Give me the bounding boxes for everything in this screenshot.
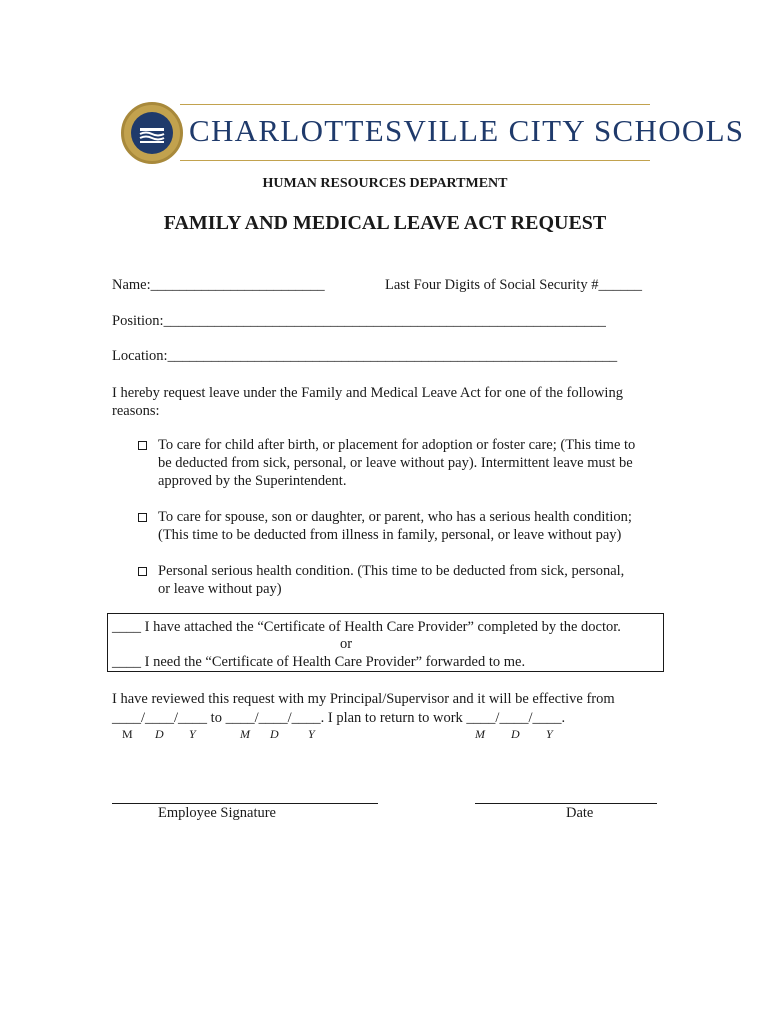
date-signature-line[interactable] [475, 803, 657, 804]
date-signature-label: Date [566, 805, 594, 821]
option-child-line-1: To care for child after birth, or placement for adoption or foster care; (This time to [158, 437, 636, 453]
certificate-forward-option[interactable]: ____ I need the “Certificate of Health Care Provider” forwarded to me. [112, 654, 526, 670]
date-label-m: M [240, 727, 250, 741]
date-label-y: Y [308, 727, 315, 741]
option-personal-line-2: or leave without pay) [158, 581, 282, 597]
option-family-line-1: To care for spouse, son or daughter, or parent, who has a serious health condition; [158, 509, 632, 525]
school-name-logo: CHARLOTTESVILLE CITY SCHOOLS [189, 113, 745, 148]
option-personal-line-1: Personal serious health condition. (This time to be deducted from sick, personal, [158, 563, 625, 579]
option-family-checkbox[interactable] [138, 513, 147, 522]
date-label-m: M [475, 727, 485, 741]
date-label-d: D [270, 727, 279, 741]
date-label-d: D [155, 727, 164, 741]
date-label-m: M [122, 727, 133, 741]
certificate-attached-option[interactable]: ____ I have attached the “Certificate of Health Care Provider” completed by the doctor. [112, 619, 621, 635]
option-family-line-2: (This time to be deducted from illness in family, personal, or leave without pay) [158, 527, 622, 543]
intro-line-1: I hereby request leave under the Family and Medical Leave Act for one of the following [112, 385, 623, 401]
review-line-1: I have reviewed this request with my Principal/Supervisor and it will be effective from [112, 691, 615, 707]
name-field[interactable]: Name:________________________ [112, 277, 325, 293]
date-label-y: Y [546, 727, 553, 741]
location-field[interactable]: Location:______________________________________________________________ [112, 348, 618, 364]
intro-line-2: reasons: [112, 403, 160, 419]
school-seal-logo [121, 102, 183, 164]
date-label-y: Y [189, 727, 196, 741]
logo-bottom-rule [180, 160, 650, 161]
option-child-line-3: approved by the Superintendent. [158, 473, 347, 489]
certificate-or-text: or [340, 636, 353, 652]
employee-signature-line[interactable] [112, 803, 378, 804]
option-child-checkbox[interactable] [138, 441, 147, 450]
review-dates-line[interactable]: ____/____/____ to ____/____/____. I plan to return to work ____/____/____. [112, 710, 566, 726]
employee-signature-label: Employee Signature [158, 805, 276, 821]
ssn-field[interactable]: Last Four Digits of Social Security #______ [385, 277, 642, 293]
page-title: FAMILY AND MEDICAL LEAVE ACT REQUEST [163, 212, 607, 234]
option-personal-checkbox[interactable] [138, 567, 147, 576]
option-child-line-2: be deducted from sick, personal, or leave without pay). Intermittent leave must be [158, 455, 633, 471]
logo-top-rule [180, 104, 650, 105]
position-field[interactable]: Position:_____________________________________________________________ [112, 313, 606, 329]
date-label-d: D [511, 727, 520, 741]
department-heading: HUMAN RESOURCES DEPARTMENT [262, 176, 508, 191]
